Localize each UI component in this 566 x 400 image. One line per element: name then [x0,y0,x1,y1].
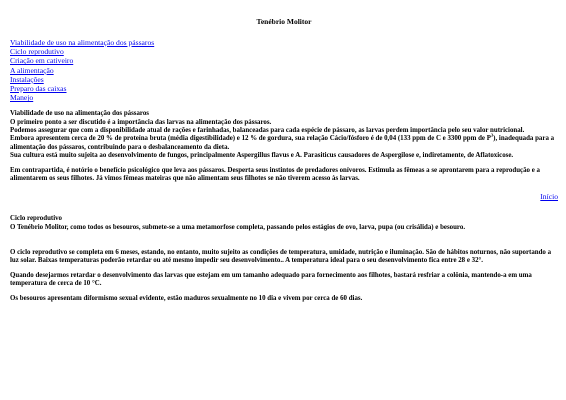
section-viabilidade [10,110,558,183]
section-heading: Ciclo reprodutivo [10,215,62,223]
section-heading: Viabilidade de uso na alimentação dos pássaros [10,110,149,118]
inicio-link[interactable]: Início [540,192,558,202]
toc-item [10,38,558,47]
toc-link-alimentacao[interactable]: A alimentação [10,65,54,75]
toc-link-preparo[interactable]: Preparo das caixas [10,84,67,94]
table-of-contents [10,38,558,102]
paragraph: Os besouros apresentam diformismo sexual evidente, estão maduros sexualmente no 10 dia e vivem por cerca de 60 dias. [10,295,363,303]
paragraph: Sua cultura está muito sujeita ao desenvolvimento de fungos, principalmente Aspergillus flavus e A. Parasiticus causadores de Aspergilose e, indiretamente, de Aflatoxicose. [10,151,514,159]
section-ciclo [10,215,558,303]
paragraph: Em contrapartida, é notório o benefício psicológico que leva aos pássaros. Desperta seus instintos de predadores onívoros. Estimula as fêmeas a se aprontarem para a reprodução e a alimentarem os seus filhotes. Já vimos fêmeas mateiras que não alimentam seus filhotes se não tiverem acesso às larvas. [10,166,540,182]
toc-link-ciclo[interactable]: Ciclo reprodutivo [10,47,64,57]
paragraph [10,135,558,152]
toc-item [10,93,558,102]
document-page [10,17,558,303]
toc-link-instalacoes[interactable]: Instalações [10,74,44,84]
toc-item [10,47,558,56]
paragraph: Quando desejarmos retardar o desenvolvimento das larvas que estejam em um tamanho adequado para fornecimento aos filhotes, bastará resfriar a colônia, mantendo-a em uma temperatura de cerca de 10 °C. [10,271,532,288]
toc-item [10,84,558,93]
paragraph: O ciclo reprodutivo se completa em 6 meses, estando, no entanto, muito sujeito as condições de temperatura, umidade, nutrição e iluminação. São de hábitos noturnos, não suportando a luz solar. Baixas temperaturas poderão retardar ou até mesmo impedir seu desenvolvimento.. A temperatura ideal para o seu desenvolvimento fica entre 28 e 32°. [10,248,552,265]
toc-item [10,66,558,75]
paragraph-text: ), inadequada para a alimentação dos pássaros, contribuindo para o desbalanceamento da dieta. [10,135,555,151]
toc-item [10,56,558,65]
page-title: Tenébrio Molitor [256,17,312,26]
back-to-top [10,192,558,201]
toc-link-viabilidade[interactable]: Viabilidade de uso na alimentação dos pássaros [10,38,155,47]
toc-link-criacao[interactable]: Criação em cativeiro [10,56,74,66]
paragraph-text: Embora apresentem cerca de 20 % de proteína bruta (média digestibilidade) e 12 % de gordura, sua relação Cácio/fósforo é de 0,04 (133 ppm de C e 3300 ppm de P [10,135,491,143]
superscript: 3 [490,133,494,139]
paragraph: O Tenébrio Molitor, como todos os besouros, submete-se a uma metamorfose completa, passando pelos estágios de ovo, larva, pupa (ou crisálida) e besouro. [10,223,466,231]
toc-item [10,75,558,84]
spacer [10,232,558,249]
toc-link-manejo[interactable]: Manejo [10,93,34,103]
paragraph: O primeiro ponto a ser discutido é a importância das larvas na alimentação dos pássaros. [10,118,272,126]
paragraph: Podemos assegurar que com a disponibilidade atual de rações e farinhadas, balanceadas para cada espécie de pássaro, as larvas perdem importância pelo seu valor nutricional. [10,127,525,135]
